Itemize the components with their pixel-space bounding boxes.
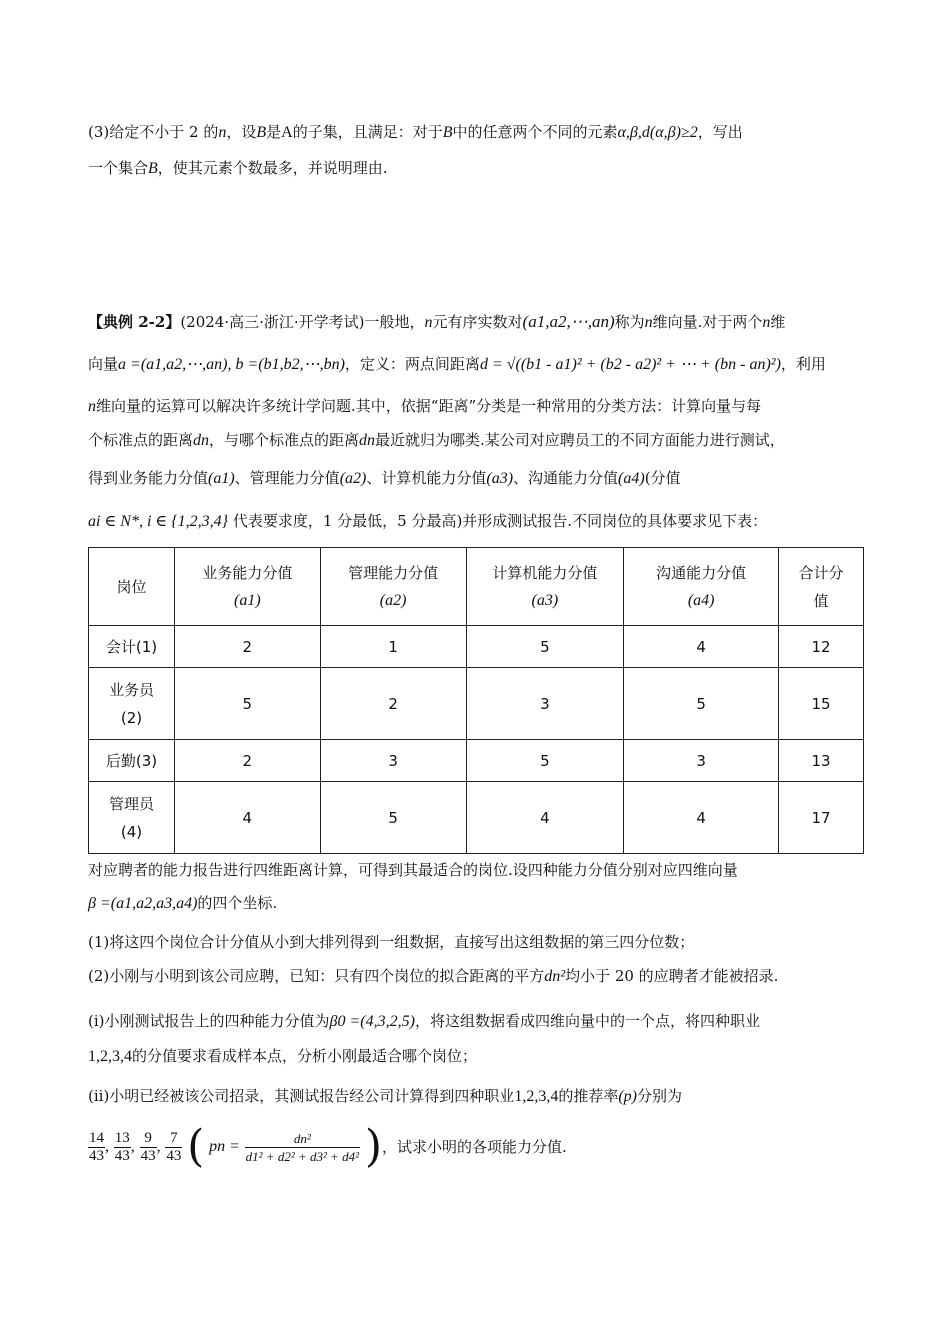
fraction: $\frac{14}{43}$	[89, 1129, 104, 1164]
math-distance: d = √((b1 - a1)² + (b2 - a2)² + ⋯ + (bn - an)²)	[479, 356, 781, 373]
math-pn: pn =	[209, 1138, 240, 1155]
table-cell: 后勤(3)	[89, 740, 175, 782]
table-cell: 5	[466, 740, 624, 782]
question-2i-line1: (i)小刚测试报告上的四种能力分值为β0 =(4,3,2,5)，将这组数据看成四维向量中的一个点，将四种职业	[88, 1012, 760, 1030]
question-2i-line2: 1,2,3,4的分值要求看成样本点，分析小刚最适合哪个岗位；	[88, 1047, 478, 1065]
table-row	[89, 668, 864, 740]
table-cell: 3	[320, 740, 466, 782]
table-cell: 17	[779, 782, 864, 854]
table-cell: 管理员(4)	[89, 782, 175, 854]
example-source: (2024·高三·浙江·开学考试)	[180, 313, 365, 331]
math-B: B	[256, 124, 267, 141]
table-header-cell: 岗位	[89, 548, 175, 626]
table-cell: 5	[624, 668, 779, 740]
question-2: (2)小刚与小明到该公司应聘，已知：只有四个岗位的拟合距离的平方dn²均小于 20 的应聘者才能被招录.	[88, 967, 779, 985]
question-2ii-line2: $\frac{14}{43}$ , $\frac{13}{43}$ , $\frac{9}{43}$ , $\frac{7}{43}$ ( pn = $\frac{\text{dn²}}{\text{d1² + d2² + d3² + d4²}}$ )，试求小明的各项能力分值.	[89, 1121, 567, 1172]
table-header-cell: 管理能力分值 (a2)	[320, 548, 466, 626]
part3-line1: (3)给定不小于 2 的n，设B是A的子集，且满足：对于B中的任意两个不同的元素α,β,d(α,β)≥2，写出	[88, 123, 743, 141]
table-cell: 2	[320, 668, 466, 740]
after-line2: β =(a1,a2,a3,a4)的四个坐标.	[88, 894, 278, 912]
fraction: $\frac{13}{43}$	[114, 1129, 130, 1164]
table-cell: 3	[624, 740, 779, 782]
math-dn: dn	[193, 432, 210, 449]
example-line5: 得到业务能力分值(a1)、管理能力分值(a2)、计算机能力分值(a3)、沟通能力分值(a4)(分值	[88, 469, 681, 487]
table-cell: 会计(1)	[89, 626, 175, 668]
table-cell: 2	[174, 626, 320, 668]
fraction: $\frac{7}{43}$	[166, 1129, 182, 1164]
question-2ii-line1: (ii)小明已经被该公司招录，其测试报告经公司计算得到四种职业1,2,3,4的推荐率(p)分别为	[88, 1087, 682, 1105]
example-line6: ai ∈ N*, i ∈ {1,2,3,4} 代表要求度，1 分最低，5 分最高)并形成测试报告.不同岗位的具体要求见下表：	[88, 512, 768, 530]
example-line2: 向量a =(a1,a2,⋯,an), b =(b1,b2,⋯,bn)，定义：两点间距离d = √((b1 - a1)² + (b2 - a2)² + ⋯ + (bn - an)²)，利用	[88, 355, 826, 373]
math-vectors: a =(a1,a2,⋯,an), b =(b1,b2,⋯,bn)	[118, 356, 345, 373]
table-cell: 5	[466, 626, 624, 668]
example-line3: n维向量的运算可以解决许多统计学问题.其中，依据“距离”分类是一种常用的分类方法：计算向量与每	[88, 397, 762, 415]
math-beta0: β0 =(4,3,2,5)	[329, 1013, 415, 1030]
table-header-cell: 计算机能力分值 (a3)	[466, 548, 624, 626]
math-n: n	[218, 124, 227, 141]
table-cell: 2	[174, 740, 320, 782]
table-cell: 1	[320, 626, 466, 668]
example-tag: 【典例 2-2】	[88, 313, 181, 331]
fraction: $\frac{9}{43}$	[140, 1129, 156, 1164]
table-cell: 4	[624, 626, 779, 668]
math-domain: ai ∈ N*, i ∈ {1,2,3,4}	[88, 513, 229, 530]
table-row	[89, 626, 864, 668]
math-elements: α,β,d(α,β)≥2	[617, 124, 698, 141]
math-beta: β =(a1,a2,a3,a4)	[88, 895, 198, 912]
table-cell: 5	[174, 668, 320, 740]
example-line1: 【典例 2-2】(2024·高三·浙江·开学考试)一般地，n元有序实数对(a1,a2,⋯,an)称为n维向量.对于两个n维	[88, 312, 786, 331]
math-A: A	[281, 124, 293, 141]
table-row	[89, 782, 864, 854]
math-tuple: (a1,a2,⋯,an)	[522, 312, 615, 331]
table-header-cell: 沟通能力分值 (a4)	[624, 548, 779, 626]
table-header-cell: 业务能力分值 (a1)	[174, 548, 320, 626]
table-cell: 4	[174, 782, 320, 854]
table-cell: 13	[779, 740, 864, 782]
table-cell: 15	[779, 668, 864, 740]
table-cell: 3	[466, 668, 624, 740]
math-p: (p)	[618, 1088, 637, 1105]
table-cell: 12	[779, 626, 864, 668]
table-header-cell: 合计分值	[779, 548, 864, 626]
table-cell: 4	[466, 782, 624, 854]
table-header-row	[89, 548, 864, 626]
example-line4: 个标准点的距离dn，与哪个标准点的距离dn最近就归为哪类.某公司对应聘员工的不同方面能力进行测试，	[88, 431, 785, 449]
table-cell: 4	[624, 782, 779, 854]
question-1: (1)将这四个岗位合计分值从小到大排列得到一组数据，直接写出这组数据的第三四分位数；	[88, 933, 695, 951]
math-dn-squared: dn²	[544, 968, 566, 985]
table-row	[89, 740, 864, 782]
table-cell: 5	[320, 782, 466, 854]
requirements-table	[88, 547, 864, 854]
part3-line2: 一个集合B，使其元素个数最多，并说明理由.	[88, 159, 388, 177]
fraction-pn: $\frac{\text{dn²}}{\text{d1² + d2² + d3² + d4²}}$	[245, 1130, 360, 1164]
after-line1: 对应聘者的能力报告进行四维距离计算，可得到其最适合的岗位.设四种能力分值分别对应四维向量	[88, 861, 738, 879]
table-cell: 业务员(2)	[89, 668, 175, 740]
